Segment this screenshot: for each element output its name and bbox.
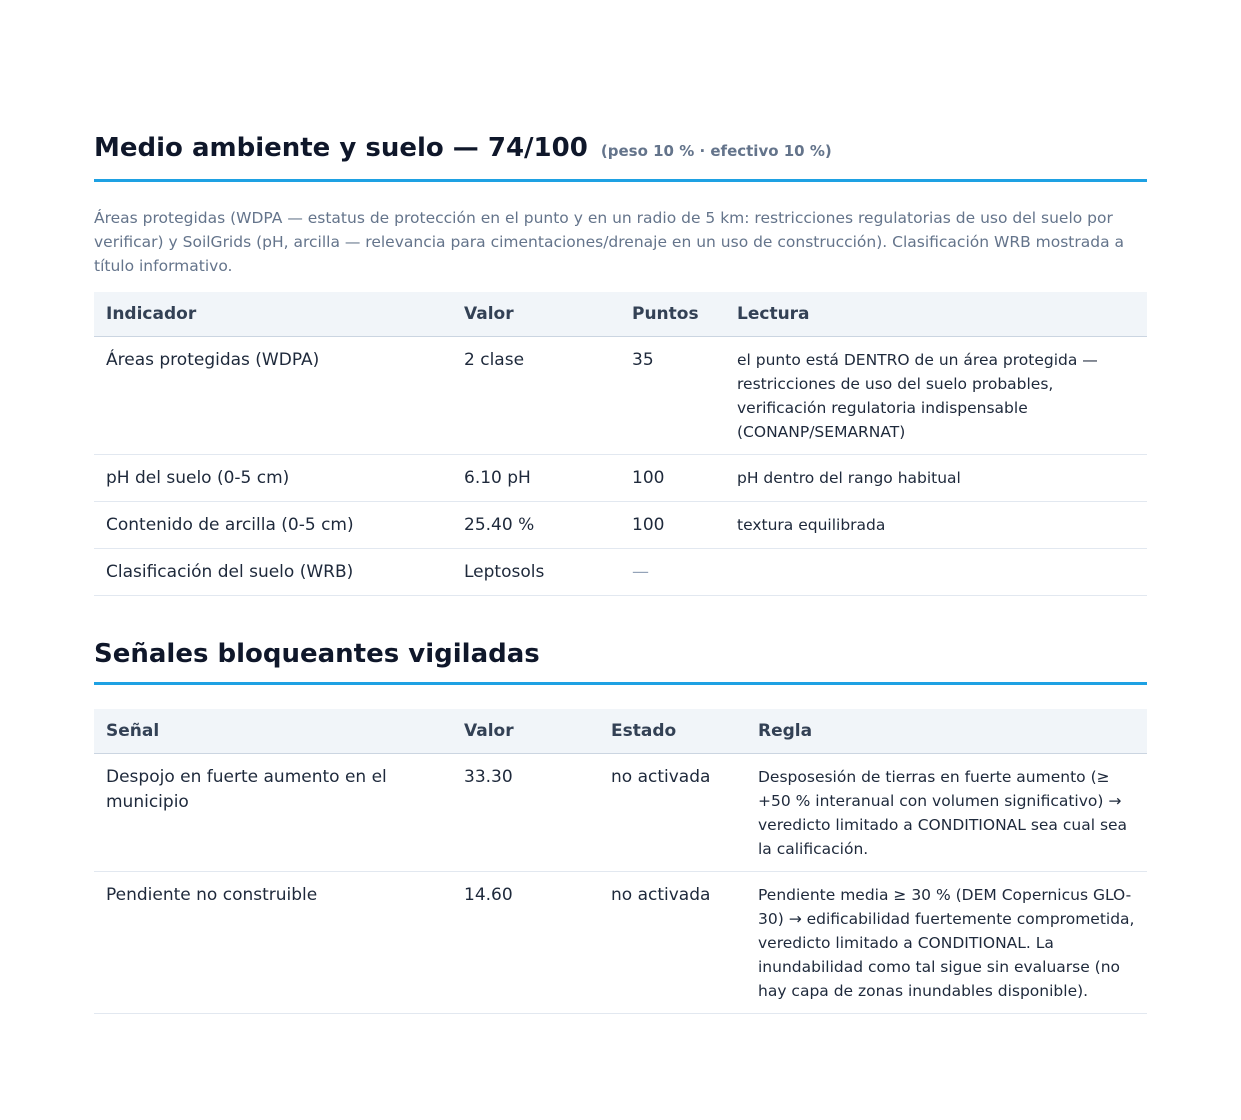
table-row — [94, 753, 1147, 871]
table-row — [94, 454, 1147, 501]
indicator-cell: Áreas protegidas (WDPA) — [94, 336, 452, 454]
section-title-text: Medio ambiente y suelo — 74/100 — [94, 133, 588, 163]
column-header-rule: Regla — [746, 709, 1147, 753]
column-header-value: Valor — [452, 709, 599, 753]
rule-cell: Desposesión de tierras en fuerte aumento (≥ +50 % interanual con volumen significativo) → veredicto limitado a CONDITIONAL sea cual sea la calificación. — [746, 753, 1147, 871]
indicator-cell: pH del suelo (0-5 cm) — [94, 454, 452, 501]
blocking-signals-section — [94, 637, 1147, 1014]
value-cell: 25.40 % — [452, 501, 620, 548]
column-header-reading: Lectura — [725, 292, 1147, 336]
signal-cell: Pendiente no construible — [94, 871, 452, 1013]
table-row — [94, 501, 1147, 548]
indicator-cell: Contenido de arcilla (0-5 cm) — [94, 501, 452, 548]
column-header-points: Puntos — [620, 292, 725, 336]
value-cell: 6.10 pH — [452, 454, 620, 501]
table-row — [94, 871, 1147, 1013]
environment-soil-section — [94, 131, 1147, 596]
section-description: Áreas protegidas (WDPA — estatus de protección en el punto y en un radio de 5 km: restricciones regulatorias de uso del suelo por verificar) y SoilGrids (pH, arcilla — relevancia para cimentaciones/drenaje en un uso de construcción). Clasificación WRB mostrada a título informativo. — [94, 209, 1125, 275]
signal-cell: Despojo en fuerte aumento en el municipio — [94, 753, 452, 871]
section-title-environment — [94, 131, 1147, 182]
points-cell: — — [620, 548, 725, 595]
table-header-row — [94, 709, 1147, 753]
value-cell: 33.30 — [452, 753, 599, 871]
column-header-status: Estado — [599, 709, 746, 753]
reading-cell: pH dentro del rango habitual — [725, 454, 1147, 501]
column-header-value: Valor — [452, 292, 620, 336]
section-weight-meta: (peso 10 % · efectivo 10 %) — [600, 142, 832, 160]
indicator-cell: Clasificación del suelo (WRB) — [94, 548, 452, 595]
section-title-signals: Señales bloqueantes vigiladas — [94, 637, 1147, 685]
column-header-signal: Señal — [94, 709, 452, 753]
blocking-signals-table — [94, 709, 1147, 1014]
points-cell: 100 — [620, 454, 725, 501]
column-header-indicator: Indicador — [94, 292, 452, 336]
value-cell: 2 clase — [452, 336, 620, 454]
reading-cell: el punto está DENTRO de un área protegida — restricciones de uso del suelo probables, verificación regulatoria indispensable (CONANP/SEMARNAT) — [725, 336, 1147, 454]
table-row — [94, 336, 1147, 454]
status-cell: no activada — [599, 871, 746, 1013]
reading-cell: textura equilibrada — [725, 501, 1147, 548]
status-cell: no activada — [599, 753, 746, 871]
rule-cell: Pendiente media ≥ 30 % (DEM Copernicus GLO-30) → edificabilidad fuertemente comprometida, veredicto limitado a CONDITIONAL. La inundabilidad como tal sigue sin evaluarse (no hay capa de zonas inundables disponible). — [746, 871, 1147, 1013]
value-cell: 14.60 — [452, 871, 599, 1013]
environment-indicators-table — [94, 292, 1147, 596]
reading-cell — [725, 548, 1147, 595]
table-header-row — [94, 292, 1147, 336]
table-row — [94, 548, 1147, 595]
points-cell: 100 — [620, 501, 725, 548]
value-cell: Leptosols — [452, 548, 620, 595]
points-cell: 35 — [620, 336, 725, 454]
